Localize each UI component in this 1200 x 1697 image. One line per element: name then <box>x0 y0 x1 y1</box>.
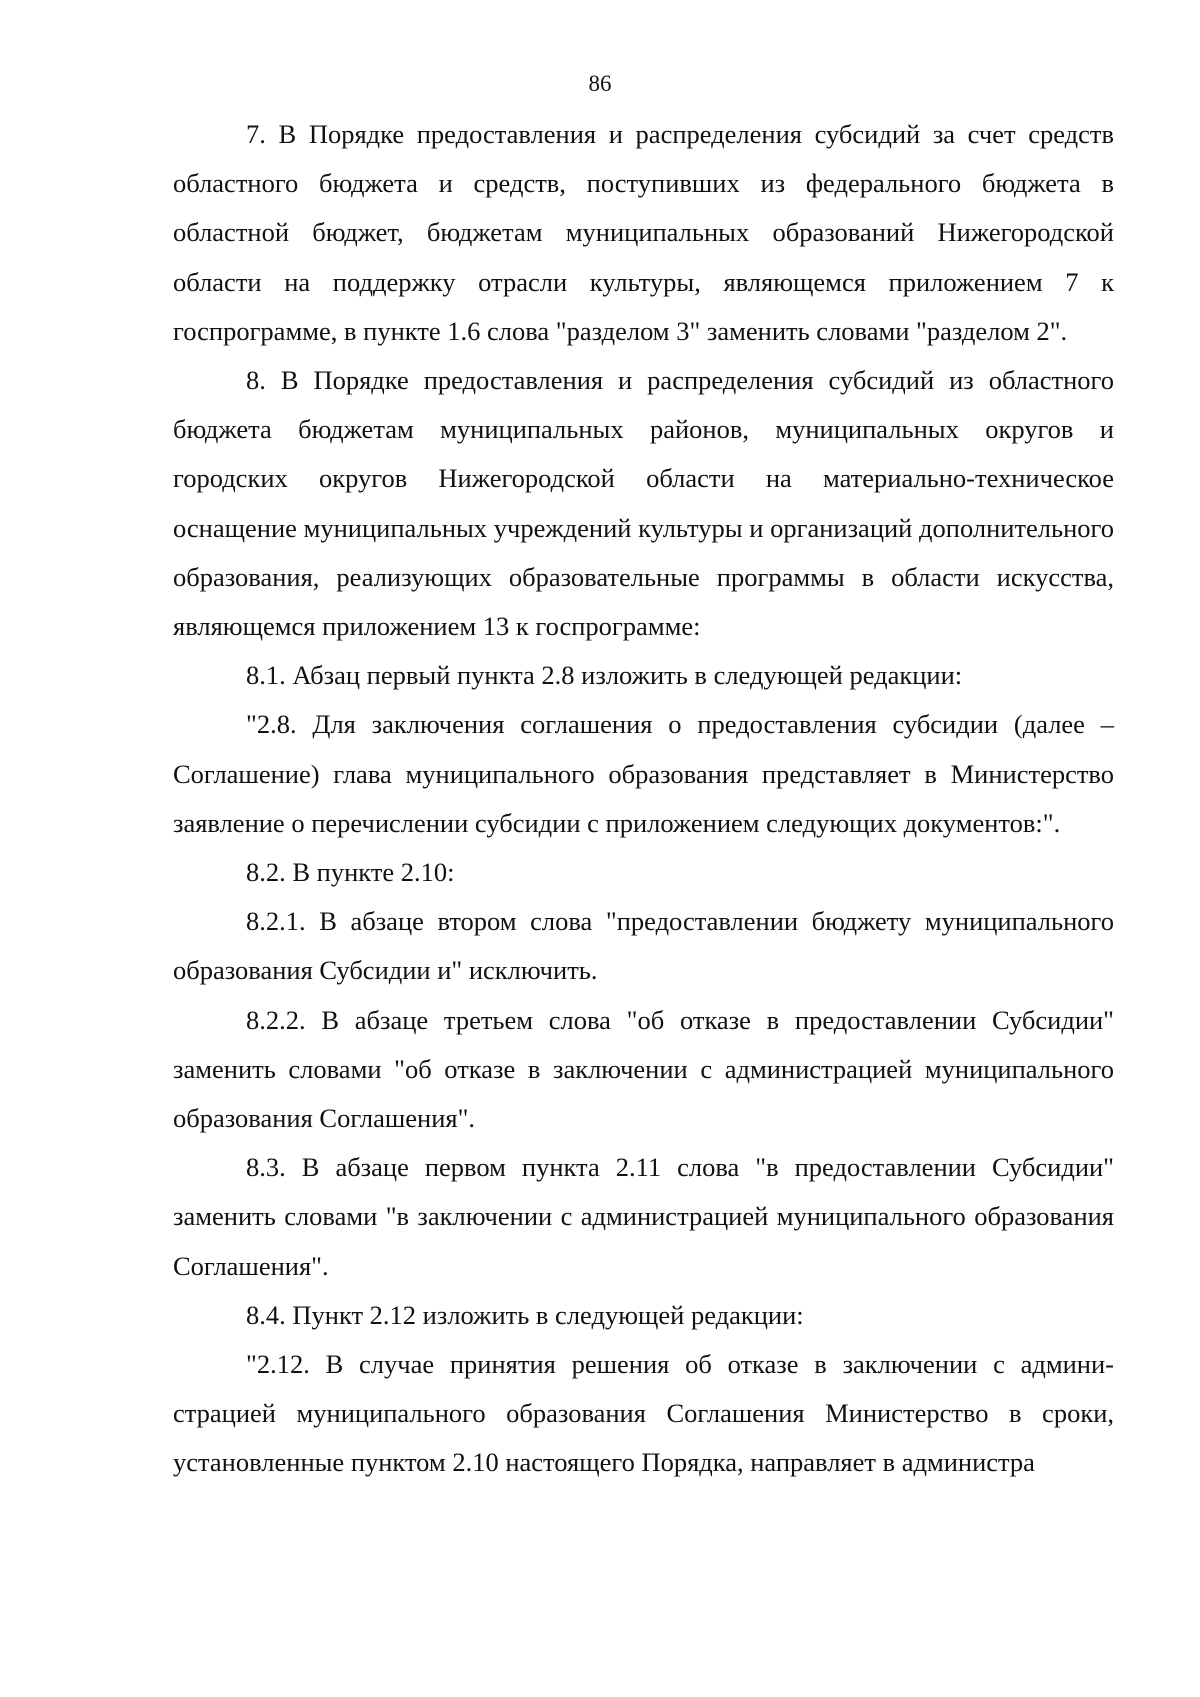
paragraph-8-4: 8.4. Пункт 2.12 изложить в следующей редакции: <box>246 1299 804 1330</box>
paragraph-8: 8. В Порядке предоставления и распределения субсидий из областного бюджета бюджетам муниципальных районов, муниципальных округов и городских округов Нижегородской области на материально-техническое оснащение муниципальных учреждений культуры и организаций дополнительного образования, реализующих образовательные программы в области искусства, являющемся приложением 13 к госпрограмме: <box>173 365 1114 642</box>
paragraph-8-2: 8.2. В пункте 2.10: <box>246 857 455 888</box>
document-body <box>173 110 1114 1488</box>
page-number: 86 <box>588 71 612 96</box>
paragraph-8-3: 8.3. В абзаце первом пункта 2.11 слова "в предоставлении Субсидии" заменить словами "в заключении с администрацией муниципального образования Соглашения". <box>173 1152 1114 1281</box>
paragraph-8-1: 8.1. Абзац первый пункта 2.8 изложить в следующей редакции: <box>246 660 963 691</box>
quote-2-8: "2.8. Для заключения соглашения о предоставления субсидии (далее – Соглашение) глава муниципального образования представляет в Министерство заявление о перечислении субсидии с приложением следующих документов:". <box>173 709 1114 838</box>
paragraph-7: 7. В Порядке предоставления и распределения субсидий за счет средств областного бюджета и средств, поступивших из федерального бюджета в областной бюджет, бюджетам муниципальных образований Нижегородской области на поддержку отрасли культуры, являющемся приложением 7 к госпрограмме, в пункте 1.6 слова "разделом 3" заменить словами "разделом 2". <box>173 119 1114 346</box>
paragraph-8-2-2: 8.2.2. В абзаце третьем слова "об отказе в предоставлении Субсидии" заменить словами "об отказе в заключении с администрацией муниципального образования Соглашения". <box>173 1004 1114 1134</box>
quote-2-12: "2.12. В случае принятия решения об отказе в заключении с администрацией муниципального образования Соглашения Министерство в сроки, установленные пунктом 2.10 настоящего Порядка, направляет в администра <box>173 1349 1114 1478</box>
paragraph-8-2-1: 8.2.1. В абзаце втором слова "предоставлении бюджету муниципального образования Субсидии и" исключить. <box>173 906 1114 986</box>
